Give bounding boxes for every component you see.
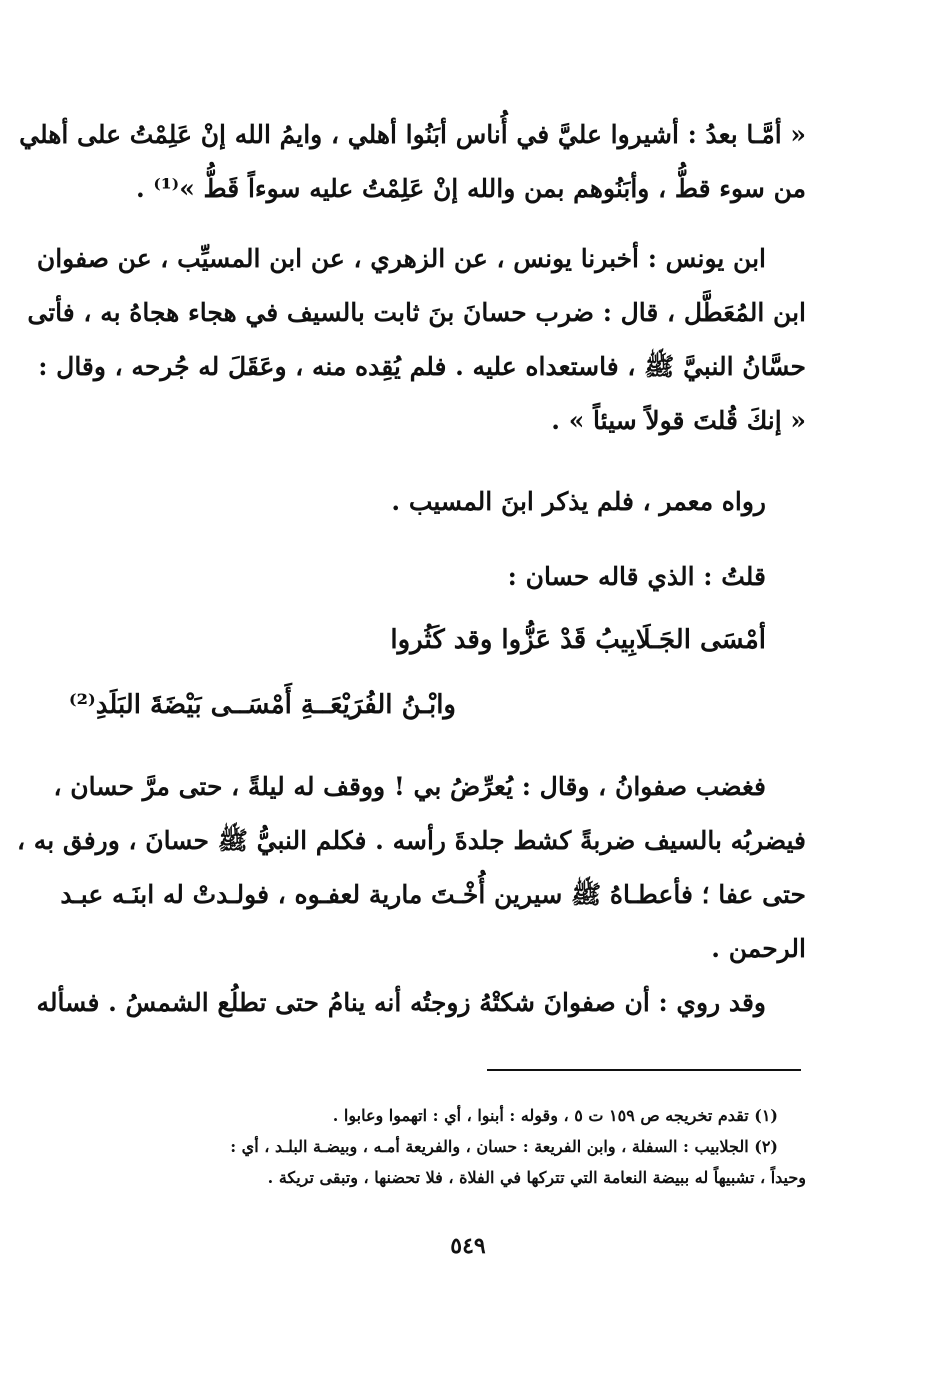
footnote-line: (٢) الجلابيب : السفلة ، وابن الفريعة : حسان ، والفريعة أمـه ، وبيضـة البلـد ، أي : <box>230 1137 778 1156</box>
text-line: ابن المُعَطَّل ، قال : ضرب حسانَ بنَ ثابت بالسيف في هجاء هجاهُ به ، فأتى <box>27 298 806 327</box>
poem-verse-second-hemistich: وابْـنُ الفُرَيْعَــةِ أَمْسَــى بَيْضَةَ البَلَدِ⁽²⁾ <box>68 690 456 720</box>
text-line: ابن يونس : أخبرنا يونس ، عن الزهري ، عن ابن المسيِّب ، عن صفوان <box>36 244 766 273</box>
text-line: فيضربُه بالسيف ضربةً كشط جلدةَ رأسه . فكلم النبيُّ ﷺ حسانَ ، ورفق به ، <box>17 826 806 855</box>
paragraph-ibn-yunus-narration <box>27 232 806 448</box>
page-number: ٥٤٩ <box>450 1233 486 1259</box>
footnotes <box>130 1100 806 1193</box>
text-line: « إنكَ قُلتَ قولاً سيئاً » . <box>551 406 806 435</box>
footnote-line: وحيداً ، تشبيهاً له ببيضة النعامة التي تتركها في الفلاة ، فلا تحضنها ، وتبقى تريكة . <box>267 1168 806 1187</box>
paragraph-mamar-note <box>130 475 806 529</box>
text-line: رواه معمر ، فلم يذكر ابنَ المسيب . <box>391 487 766 516</box>
paragraph-letter-quote <box>19 108 806 216</box>
paragraph-hassan-intro <box>130 550 806 604</box>
paragraph-safwan-anger <box>17 760 806 976</box>
text-line: من سوء قطُّ ، وأبَنُوهم بمن والله إنْ عَلِمْتُ عليه سوءاً قَطُّ »⁽¹⁾ . <box>135 174 806 203</box>
footnote-line: (١) تقدم تخريجه ص ١٥٩ ت ٥ ، وقوله : أبنوا ، أي : اتهموا وعابوا . <box>332 1106 778 1125</box>
footnote-1 <box>130 1100 806 1131</box>
text-line: حتى عفا ؛ فأعطـاهُ ﷺ سيرين أُخْـتَ مارية لعفـوه ، فولـدتْ له ابنَـه عبـد <box>60 880 806 909</box>
text-line: وقد روي : أن صفوانَ شكتْهُ زوجتُه أنه ينامُ حتى تطلُع الشمسُ . فسأله <box>36 988 766 1017</box>
text-line: قلتُ : الذي قاله حسان : <box>507 562 766 591</box>
text-line: حسَّانُ النبيَّ ﷺ ، فاستعداه عليه . فلم يُقِده منه ، وعَقَلَ له جُرحه ، وقال : <box>38 352 806 381</box>
poem-verse-first-hemistich: أمْسَى الجَـلَابِيبُ قَدْ عَزُّوا وقد كَثُروا <box>390 625 766 655</box>
paragraph-safwan-wife <box>36 976 806 1030</box>
text-line: « أمَّـا بعدُ : أشيروا عليَّ في أُناس أبَنُوا أهلي ، وايمُ الله إنْ عَلِمْتُ على أهلي <box>19 120 806 149</box>
footnote-2 <box>130 1131 806 1193</box>
text-line: فغضب صفوانُ ، وقال : يُعرِّضُ بي ! ووقف له ليلةً ، حتى مرَّ حسان ، <box>53 772 766 801</box>
footnote-separator <box>487 1069 801 1071</box>
text-line: الرحمن . <box>711 934 806 963</box>
